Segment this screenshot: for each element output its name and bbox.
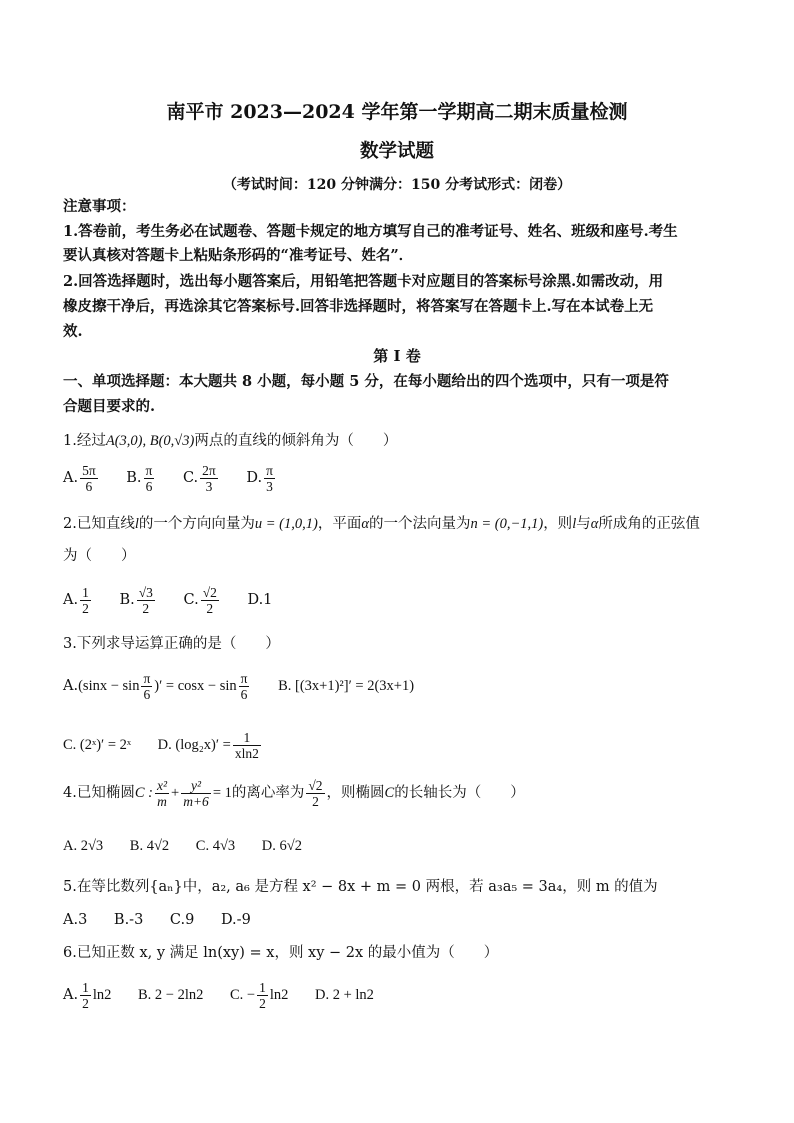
q4-e-num: √2 bbox=[308, 777, 323, 793]
question-2-line1 bbox=[63, 514, 700, 534]
q2-a-num: 1 bbox=[82, 584, 89, 600]
q6-a-tail: ln2 bbox=[92, 987, 112, 1003]
q6-option-d: D. 2 + ln2 bbox=[314, 987, 374, 1003]
subject-title: 数学试题 bbox=[359, 141, 434, 162]
q1-b-den: 6 bbox=[145, 478, 153, 494]
q1-pre: 1.经过 bbox=[63, 433, 106, 449]
q4-option-d: D. 6√2 bbox=[261, 838, 302, 854]
section1-line1: 一、单项选择题：本大题共 8 小题，每小题 5 分，在每小题给出的四个选项中，只有一项是符 bbox=[63, 373, 669, 390]
q5-option-a: A.3 bbox=[63, 912, 88, 928]
question-3-options-ab bbox=[63, 668, 436, 704]
q2-text-j: 所成角的正弦值 bbox=[598, 516, 700, 532]
question-3-stem: 3.下列求导运算正确的是（ ） bbox=[63, 636, 280, 652]
notes-item1-line2: 要认真核对答题卡上粘贴条形码的“准考证号、姓名”． bbox=[63, 247, 414, 264]
q1-a-num: 5π bbox=[82, 462, 96, 478]
q6-option-a bbox=[63, 977, 111, 1013]
q3-a-frac2-den: 6 bbox=[240, 686, 248, 702]
q2-c-den: 2 bbox=[206, 600, 214, 616]
section1-line2: 合题目要求的. bbox=[63, 398, 156, 415]
q1-b-num: π bbox=[145, 462, 153, 478]
q1-option-d bbox=[246, 462, 277, 494]
q1-points: A(3,0), B(0,√3) bbox=[105, 433, 195, 449]
q6-c-tail: ln2 bbox=[269, 987, 289, 1003]
q2-text-e: 的一个法向量为 bbox=[368, 516, 471, 532]
q1-a-den: 6 bbox=[85, 478, 93, 494]
q4-plus: + bbox=[171, 785, 180, 801]
q6-a-den: 2 bbox=[82, 995, 89, 1011]
q1-b-label: B. bbox=[126, 470, 142, 486]
q4-option-a: A. 2√3 bbox=[63, 838, 104, 854]
q6-a-fraction bbox=[80, 980, 91, 1011]
q5-option-d: D.-9 bbox=[220, 912, 251, 928]
notes-item2-line2: 橡皮擦干净后，再选涂其它答案标号.回答非选择题时，将答案写在答题卡上.写在本试卷上无 bbox=[63, 298, 654, 315]
q3-a-fraction2 bbox=[239, 671, 250, 702]
q3-d-num: 1 bbox=[233, 730, 261, 746]
question-2-options bbox=[63, 582, 294, 618]
question-4-options bbox=[63, 836, 324, 856]
q4-post2: 的长轴长为（ ） bbox=[394, 785, 525, 801]
q4-option-c: C. 4√3 bbox=[195, 838, 236, 854]
q2-c-fraction bbox=[201, 585, 219, 616]
volume-heading: 第 I 卷 bbox=[373, 347, 421, 365]
q1-b-fraction bbox=[144, 463, 155, 494]
question-3-options-cd bbox=[63, 727, 285, 763]
q2-text-a: 2.已知直线 bbox=[63, 516, 135, 532]
q4-pre: 4.已知椭圆 bbox=[63, 785, 135, 801]
q3-a-lhs: (sinx − sin bbox=[78, 678, 140, 694]
q5-option-b: B.-3 bbox=[113, 912, 144, 928]
q2-text-f: ，则 bbox=[543, 516, 573, 532]
notes-item2-line1: 2.回答选择题时，选出每小题答案后，用铅笔把答题卡对应题目的答案标号涂黑.如需改动，用 bbox=[63, 273, 664, 290]
q2-a-den: 2 bbox=[82, 600, 89, 616]
q5-option-c: C.9 bbox=[169, 912, 195, 928]
q3-option-a bbox=[63, 668, 251, 704]
q1-c-fraction bbox=[200, 463, 218, 494]
question-5-stem: 5.在等比数列{aₙ}中，a₂, a₆ 是方程 x² − 8x + m = 0 两根，若 a₃a₅ = 3a₄，则 m 的值为 bbox=[63, 879, 658, 895]
q4-mid: 的离心率为 bbox=[231, 785, 305, 801]
question-5-options bbox=[63, 910, 273, 930]
q3-a-frac2-num: π bbox=[240, 670, 248, 686]
q3-d-fraction bbox=[233, 730, 261, 761]
q6-c-num: 1 bbox=[259, 979, 266, 995]
q6-a-label: A. bbox=[63, 987, 79, 1003]
question-1-options bbox=[63, 462, 299, 494]
q2-option-b bbox=[119, 582, 156, 618]
notes-item2-line3: 效. bbox=[63, 323, 83, 340]
q3-d-den: xln2 bbox=[234, 745, 259, 761]
question-1-stem bbox=[63, 431, 397, 451]
q3-d-label: D. (log₂x)′ = bbox=[157, 737, 231, 753]
q3-a-label: A. bbox=[63, 678, 79, 694]
q2-c-label: C. bbox=[183, 592, 199, 608]
question-6-stem: 6.已知正数 x, y 满足 ln(xy) = x，则 xy − 2x 的最小值为（ ） bbox=[63, 945, 499, 961]
q4-fraction-y bbox=[181, 778, 211, 809]
question-2-line2: 为（ ） bbox=[63, 548, 136, 564]
q2-vector-n: n = (0,−1,1) bbox=[470, 516, 544, 532]
q2-line-l2: l bbox=[572, 516, 577, 532]
q3-a-frac-den: 6 bbox=[143, 686, 151, 702]
q1-c-den: 3 bbox=[205, 478, 213, 494]
q1-option-b bbox=[126, 462, 156, 494]
notes-heading: 注意事项： bbox=[63, 198, 136, 215]
question-4-stem bbox=[63, 775, 525, 811]
q4-option-b: B. 4√2 bbox=[129, 838, 170, 854]
q4-post1: ，则椭圆 bbox=[326, 785, 385, 801]
q4-f1-num: x² bbox=[156, 777, 168, 793]
q4-fraction-x bbox=[155, 778, 169, 809]
q1-post: 两点的直线的倾斜角为（ ） bbox=[194, 433, 398, 449]
q4-f2-num: y² bbox=[181, 778, 211, 794]
q3-option-d bbox=[158, 727, 263, 763]
q3-option-b: B. [(3x+1)²]′ = 2(3x+1) bbox=[278, 678, 415, 694]
q3-a-frac-num: π bbox=[143, 670, 151, 686]
q6-a-num: 1 bbox=[82, 979, 89, 995]
q2-line-l: l bbox=[134, 516, 139, 532]
q3-a-fraction bbox=[141, 671, 152, 702]
q2-vector-u: u = (1,0,1) bbox=[254, 516, 318, 532]
q1-option-c bbox=[183, 462, 220, 494]
q2-b-den: 2 bbox=[142, 600, 150, 616]
exam-title: 南平市 2023—2024 学年第一学期高二期末质量检测 bbox=[166, 101, 628, 123]
q4-f1-den: m bbox=[157, 793, 167, 809]
q2-b-label: B. bbox=[119, 592, 135, 608]
q1-option-a bbox=[63, 462, 100, 494]
q4-fraction-e bbox=[306, 778, 324, 809]
q1-d-num: π bbox=[266, 462, 273, 478]
q6-option-b: B. 2 − 2ln2 bbox=[137, 987, 204, 1003]
q1-d-label: D. bbox=[246, 470, 263, 486]
q4-e-den: 2 bbox=[312, 793, 319, 809]
q6-c-den: 2 bbox=[259, 995, 266, 1011]
q1-d-fraction bbox=[264, 463, 275, 494]
notes-item1-line1: 1.答卷前，考生务必在试题卷、答题卡规定的地方填写自己的准考证号、姓名、班级和座号.考生 bbox=[63, 223, 678, 240]
q2-option-d: D.1 bbox=[247, 592, 273, 608]
exam-info: （考试时间：120 分钟满分：150 分考试形式：闭卷） bbox=[222, 177, 572, 193]
q2-alpha2: α bbox=[590, 516, 599, 532]
q2-alpha: α bbox=[361, 516, 369, 532]
q3-a-mid: )′ = cosx − sin bbox=[154, 678, 237, 694]
q6-c-fraction bbox=[257, 980, 268, 1011]
q2-text-c: 的一个方向向量为 bbox=[138, 516, 255, 532]
q2-option-a bbox=[63, 582, 93, 618]
q6-option-c bbox=[230, 977, 288, 1013]
q2-b-num: √3 bbox=[138, 584, 153, 600]
q2-text-d: ，平面 bbox=[317, 516, 362, 532]
q2-c-num: √2 bbox=[202, 584, 217, 600]
q1-c-label: C. bbox=[182, 470, 199, 486]
q1-c-num: 2π bbox=[202, 462, 216, 478]
q6-c-label: C. − bbox=[229, 987, 256, 1003]
q4-ellipse-c2: C bbox=[384, 785, 395, 801]
q4-ellipse-c: C : bbox=[134, 785, 153, 801]
q4-f2-den: m+6 bbox=[183, 793, 209, 809]
q2-a-fraction bbox=[80, 585, 91, 616]
q1-a-fraction bbox=[80, 463, 98, 494]
q2-b-fraction bbox=[137, 585, 155, 616]
question-6-options bbox=[63, 977, 396, 1013]
q1-a-label: A. bbox=[63, 470, 79, 486]
q3-option-c: C. (2ˣ)′ = 2ˣ bbox=[63, 737, 132, 753]
q2-a-label: A. bbox=[63, 592, 79, 608]
q4-eq: = 1 bbox=[212, 785, 232, 801]
q1-d-den: 3 bbox=[266, 478, 273, 494]
q2-option-c bbox=[184, 582, 221, 618]
q2-text-h: 与 bbox=[576, 516, 591, 532]
